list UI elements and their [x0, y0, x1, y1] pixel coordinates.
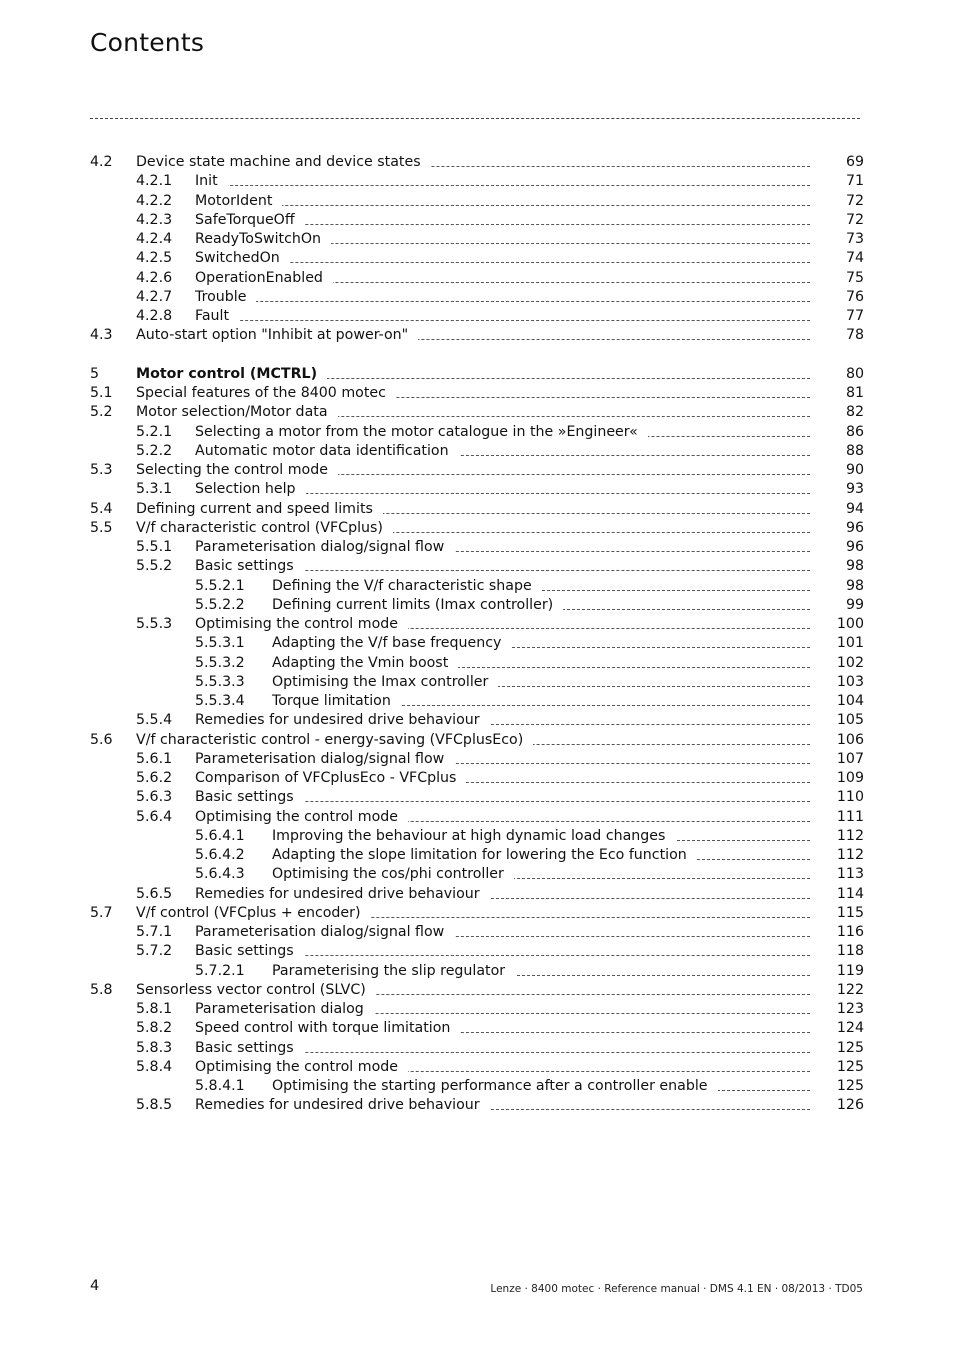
toc-entry[interactable] [90, 423, 864, 442]
toc-entry-title: Parameterisation dialog/signal flow [195, 923, 454, 942]
toc-entry-title: ReadyToSwitchOn [195, 230, 331, 249]
toc-entry[interactable] [90, 731, 864, 750]
toc-entry-page: 71 [845, 173, 864, 190]
toc-entry-page: 81 [845, 385, 864, 401]
toc-entry-number: 5.5.3.4 [195, 693, 245, 709]
toc-entry-number: 5.7.2.1 [195, 962, 245, 979]
toc-entry[interactable] [90, 846, 864, 865]
toc-entry[interactable] [90, 1039, 864, 1058]
toc-entry[interactable] [90, 654, 864, 673]
footer-text: Lenze · 8400 motec · Reference manual · DMS 4.1 EN · 08/2013 · TD05 [490, 1283, 863, 1295]
toc-entry[interactable] [90, 365, 864, 384]
toc-entry-page: 96 [845, 539, 864, 555]
toc-entry[interactable] [90, 885, 864, 904]
toc-entry-page: 78 [845, 327, 864, 344]
toc-entry-title: Selection help [195, 480, 306, 499]
toc-entry-page: 115 [836, 904, 864, 921]
toc-entry-page: 72 [845, 211, 864, 228]
toc-entry-title: Selecting the control mode [136, 461, 338, 480]
toc-entry-number: 5.6.4.1 [195, 827, 245, 844]
toc-entry[interactable] [90, 307, 864, 326]
toc-entry-number: 5.5.1 [136, 539, 173, 555]
toc-entry[interactable] [90, 249, 864, 268]
toc-entry[interactable] [90, 192, 864, 211]
toc-entry[interactable] [90, 538, 864, 557]
toc-entry-page: 122 [836, 981, 864, 998]
toc-entry-page: 103 [836, 673, 864, 690]
toc-entry-title: Improving the behaviour at high dynamic load changes [272, 827, 675, 846]
toc-entry-number: 5.2.2 [136, 442, 173, 459]
toc-entry[interactable] [90, 769, 864, 788]
toc-entry-number: 5.8 [90, 981, 113, 998]
toc-entry-number: 5.8.4.1 [195, 1078, 245, 1094]
toc-entry-number: 4.2.8 [136, 308, 173, 324]
toc-entry[interactable] [90, 442, 864, 461]
toc-entry-title: Defining current limits (Imax controller) [272, 596, 563, 615]
toc-entry-number: 5.6.2 [136, 770, 173, 786]
toc-entry-page: 123 [836, 1001, 864, 1017]
toc-entry-title: Motor selection/Motor data [136, 403, 338, 422]
toc-entry-title: Automatic motor data identification [195, 442, 459, 461]
toc-entry[interactable] [90, 711, 864, 730]
toc-entry[interactable] [90, 596, 864, 615]
toc-entry-page: 125 [836, 1078, 864, 1094]
toc-entry-number: 4.3 [90, 327, 113, 344]
toc-entry[interactable] [90, 827, 864, 846]
toc-entry-page: 114 [836, 885, 864, 902]
toc-entry[interactable] [90, 500, 864, 519]
toc-entry-page: 109 [836, 770, 864, 786]
toc-entry-title: Basic settings [195, 1039, 304, 1058]
toc-entry-title: Parameterising the slip regulator [272, 962, 515, 981]
toc-entry[interactable] [90, 692, 864, 711]
toc-entry-title: V/f control (VFCplus + encoder) [136, 904, 371, 923]
toc-entry-number: 5.8.3 [136, 1039, 173, 1056]
toc-entry-number: 5.7.2 [136, 943, 173, 960]
toc-entry-page: 94 [845, 500, 864, 517]
toc-entry-number: 5.8.5 [136, 1097, 173, 1114]
toc-entry-title: Adapting the V/f base frequency [272, 634, 511, 653]
toc-entry-number: 4.2 [90, 154, 113, 170]
toc-entry-number: 5.8.1 [136, 1001, 173, 1017]
toc-entry-title: Motor control (MCTRL) [136, 365, 327, 384]
toc-entry[interactable] [90, 923, 864, 942]
toc-entry-number: 5.6 [90, 731, 113, 748]
toc-entry-number: 5.5.3 [136, 616, 173, 632]
toc-entry-title: Optimising the cos/phi controller [272, 865, 514, 884]
toc-entry-page: 106 [836, 731, 864, 748]
toc-entry-title: Remedies for undesired drive behaviour [195, 1096, 490, 1115]
toc-entry-title: Parameterisation dialog/signal flow [195, 750, 454, 769]
toc-entry-page: 126 [836, 1097, 864, 1114]
toc-entry-number: 5 [90, 365, 100, 382]
toc-entry-number: 5.5.4 [136, 712, 173, 729]
toc-entry-title: MotorIdent [195, 192, 282, 211]
toc-entry-page: 86 [845, 423, 864, 440]
toc-entry-number: 4.2.5 [136, 250, 173, 267]
toc-entry[interactable] [90, 788, 864, 807]
page-title: Contents [90, 28, 205, 57]
toc-entry-title: Sensorless vector control (SLVC) [136, 981, 376, 1000]
toc-entry-page: 96 [845, 519, 864, 536]
toc-entry-number: 4.2.4 [136, 231, 173, 247]
toc-entry-number: 5.6.1 [136, 750, 173, 767]
toc-entry-title: Trouble [195, 288, 256, 307]
toc-entry-page: 93 [845, 481, 864, 498]
toc-entry-title: SafeTorqueOff [195, 211, 305, 230]
toc-entry-title: SwitchedOn [195, 249, 290, 268]
toc-entry-number: 5.6.4 [136, 808, 173, 825]
toc-entry-page: 124 [836, 1020, 864, 1037]
toc-entry-number: 5.5.2.1 [195, 577, 245, 594]
page-number: 4 [90, 1278, 100, 1294]
toc-entry-title: Basic settings [195, 942, 304, 961]
toc-entry[interactable] [90, 211, 864, 230]
toc-entry-page: 82 [845, 404, 864, 421]
toc-entry-title: Selecting a motor from the motor catalogue in the »Engineer« [195, 423, 648, 442]
toc-entry[interactable] [90, 288, 864, 307]
toc-leader-line [195, 185, 810, 186]
toc-entry[interactable] [90, 557, 864, 576]
toc-entry-title: Optimising the starting performance after a controller enable [272, 1077, 718, 1096]
toc-entry-page: 76 [845, 288, 864, 305]
toc-leader-line [195, 301, 810, 302]
toc-entry-page: 69 [845, 154, 864, 170]
toc-entry[interactable] [90, 230, 864, 249]
toc-entry-page: 74 [845, 250, 864, 267]
toc-entry[interactable] [90, 172, 864, 191]
toc-entry-title: Fault [195, 307, 239, 326]
toc-entry-title: Parameterisation dialog/signal flow [195, 538, 454, 557]
toc-entry-number: 5.5.3.1 [195, 635, 245, 652]
toc-entry[interactable] [90, 750, 864, 769]
toc-entry-title: Remedies for undesired drive behaviour [195, 711, 490, 730]
toc-entry[interactable] [90, 480, 864, 499]
toc-entry-number: 5.2.1 [136, 423, 173, 440]
toc-entry-title: Adapting the Vmin boost [272, 654, 458, 673]
toc-entry-title: Defining the V/f characteristic shape [272, 577, 542, 596]
toc-entry-number: 4.2.6 [136, 269, 173, 286]
toc-entry-title: V/f characteristic control - energy-saving (VFCplusEco) [136, 731, 533, 750]
toc-entry-title: Auto-start option "Inhibit at power-on" [136, 326, 418, 345]
toc-entry-page: 107 [836, 750, 864, 767]
toc-entry-page: 73 [845, 231, 864, 247]
toc-entry-number: 5.5.2.2 [195, 596, 245, 613]
toc-entry[interactable] [90, 519, 864, 538]
toc-entry-page: 125 [836, 1058, 864, 1075]
toc-entry-page: 80 [845, 365, 864, 382]
toc-entry[interactable] [90, 808, 864, 827]
toc-entry[interactable] [90, 269, 864, 288]
toc-entry[interactable] [90, 865, 864, 884]
toc-entry[interactable] [90, 981, 864, 1000]
toc-entry-number: 5.6.3 [136, 789, 173, 806]
toc-entry-page: 102 [836, 654, 864, 671]
toc-entry-page: 77 [845, 308, 864, 324]
toc-entry-title: Optimising the control mode [195, 1058, 408, 1077]
toc-entry-page: 119 [836, 962, 864, 979]
toc-entry-page: 104 [836, 693, 864, 709]
toc-entry-number: 5.8.2 [136, 1020, 173, 1037]
toc-entry[interactable] [90, 904, 864, 923]
toc-entry[interactable] [90, 1096, 864, 1115]
toc-entry-number: 5.5 [90, 519, 113, 536]
toc-entry-number: 5.6.5 [136, 885, 173, 902]
toc-entry-title: Optimising the control mode [195, 615, 408, 634]
toc-entry-number: 5.3 [90, 462, 113, 478]
toc-entry-title: V/f characteristic control (VFCplus) [136, 519, 393, 538]
toc-entry-page: 98 [845, 577, 864, 594]
toc-entry[interactable] [90, 615, 864, 634]
toc-entry-number: 5.3.1 [136, 481, 173, 498]
toc-entry-page: 72 [845, 192, 864, 209]
toc-entry-title: Init [195, 172, 228, 191]
toc-entry-title: Adapting the slope limitation for lowering the Eco function [272, 846, 697, 865]
header-divider [90, 118, 860, 119]
toc-entry-page: 116 [836, 924, 864, 940]
toc-entry-page: 125 [836, 1039, 864, 1056]
toc-leader-line [195, 320, 810, 321]
toc-entry[interactable] [90, 577, 864, 596]
toc-leader-line [195, 205, 810, 206]
toc-entry-page: 75 [845, 269, 864, 286]
toc-entry-number: 5.8.4 [136, 1058, 173, 1075]
toc-entry-number: 5.5.3.2 [195, 654, 245, 671]
table-of-contents [90, 153, 864, 1116]
toc-entry-title: Device state machine and device states [136, 153, 431, 172]
toc-entry-number: 5.6.4.3 [195, 866, 245, 883]
toc-entry-page: 113 [836, 866, 864, 883]
toc-entry-number: 5.5.2 [136, 558, 173, 575]
toc-entry-title: Parameterisation dialog [195, 1000, 374, 1019]
toc-entry-page: 111 [836, 808, 864, 825]
toc-entry[interactable] [90, 384, 864, 403]
toc-entry-page: 118 [836, 943, 864, 960]
toc-entry-number: 4.2.7 [136, 288, 173, 305]
toc-entry-page: 99 [845, 596, 864, 613]
toc-entry-title: Defining current and speed limits [136, 500, 383, 519]
toc-entry-title: Optimising the Imax controller [272, 673, 498, 692]
toc-entry[interactable] [90, 942, 864, 961]
toc-entry[interactable] [90, 962, 864, 981]
toc-entry-number: 5.1 [90, 385, 113, 401]
toc-entry-title: Basic settings [195, 557, 304, 576]
toc-entry[interactable] [90, 1077, 864, 1096]
toc-entry-page: 88 [845, 442, 864, 459]
toc-entry-number: 4.2.3 [136, 211, 173, 228]
toc-entry-page: 110 [836, 789, 864, 806]
toc-entry-number: 5.7 [90, 904, 113, 921]
toc-entry-title: Basic settings [195, 788, 304, 807]
toc-entry-title: Special features of the 8400 motec [136, 384, 396, 403]
toc-entry-number: 5.5.3.3 [195, 673, 245, 690]
toc-entry[interactable] [90, 403, 864, 422]
toc-entry-number: 5.4 [90, 500, 113, 517]
toc-entry-number: 4.2.1 [136, 173, 173, 190]
toc-entry-page: 112 [836, 827, 864, 844]
toc-entry-title: Torque limitation [272, 692, 401, 711]
toc-entry-title: Optimising the control mode [195, 808, 408, 827]
toc-entry-number: 5.6.4.2 [195, 847, 245, 863]
toc-entry-number: 5.7.1 [136, 924, 173, 940]
toc-entry[interactable] [90, 1019, 864, 1038]
toc-entry-page: 105 [836, 712, 864, 729]
toc-entry-title: OperationEnabled [195, 269, 333, 288]
toc-entry-page: 100 [836, 616, 864, 632]
toc-entry[interactable] [90, 673, 864, 692]
toc-entry-page: 101 [836, 635, 864, 652]
toc-entry-page: 112 [836, 847, 864, 863]
toc-entry-number: 4.2.2 [136, 192, 173, 209]
toc-entry[interactable] [90, 461, 864, 480]
toc-entry[interactable] [90, 326, 864, 345]
toc-entry-title: Comparison of VFCplusEco - VFCplus [195, 769, 466, 788]
toc-entry-page: 90 [845, 462, 864, 478]
toc-entry-number: 5.2 [90, 404, 113, 421]
toc-entry[interactable] [90, 634, 864, 653]
toc-entry[interactable] [90, 153, 864, 172]
toc-entry[interactable] [90, 1000, 864, 1019]
toc-entry-page: 98 [845, 558, 864, 575]
toc-entry-title: Remedies for undesired drive behaviour [195, 885, 490, 904]
toc-entry[interactable] [90, 1058, 864, 1077]
toc-entry-title: Speed control with torque limitation [195, 1019, 460, 1038]
